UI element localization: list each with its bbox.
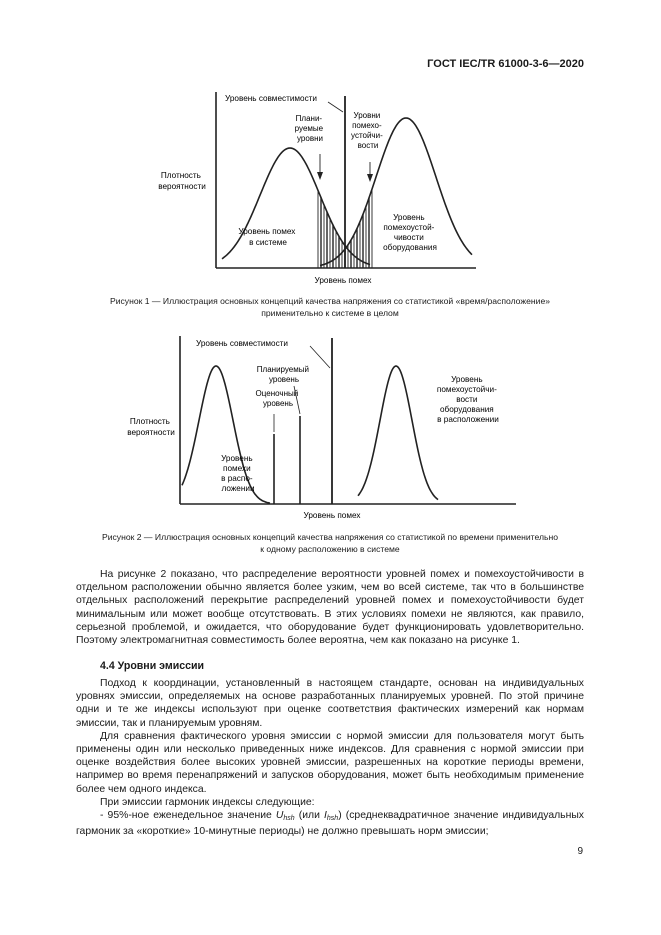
fig2-planned-label: Планируемый уровень	[256, 365, 309, 384]
fig2-compat-label: Уровень совместимости	[196, 339, 289, 348]
fig1-immunity-levels-label: Уровни помехо- устойчи- вости	[351, 111, 383, 150]
fig2-right-dist-label: Уровень помехоустойчи- вости оборудования в расположении	[436, 375, 499, 424]
page-number: 9	[577, 846, 583, 857]
paragraph-coordination: Подход к координации, установленный в настоящем стандарте, основан на индивидуальных уровнях эмиссии, определяемых на основе разработанных планируемых уровней. По этой причине одни и те же индексы используют при оценке соответствия фактических измерений как нормам эмиссии, так и планируемым уровням.	[76, 678, 584, 729]
document-header: ГОСТ IEC/TR 61000-3-6—2020	[427, 58, 584, 70]
fig1-ylabel: Плотность вероятности	[158, 171, 206, 191]
figure-2	[120, 334, 520, 524]
section-title: 4.4 Уровни эмиссии	[100, 660, 205, 672]
fig2-left-dist-label: Уровень помехи в распо- ложении	[221, 454, 255, 493]
fig2-assessed-label: Оценочный уровень	[255, 389, 299, 408]
paragraph-comparison: Для сравнения фактического уровня эмиссии с нормой эмиссии для пользователя могут быть применены один или несколько приведенных ниже индексов. Для сравнения с нормой эмиссии при оценке воздействия более высоких уровней эмиссии, разрешенных на короткие периоды времени, например во время перенапряжений и запусков оборудования, может быть необходимым применение более чем одного индекса.	[76, 730, 584, 795]
figure-1-caption: Рисунок 1 — Иллюстрация основных концепций качества напряжения со статистикой «время/расположение» применительно к системе в целом	[109, 296, 551, 318]
fig2-xlabel: Уровень помех	[303, 511, 361, 520]
fig1-planned-label: Плани- руемые уровни	[294, 114, 324, 143]
fig1-compat-pointer	[328, 102, 343, 112]
fig1-right-dist-label: Уровень помехоустой- чивости оборудования	[383, 213, 437, 252]
fig1-xlabel: Уровень помех	[314, 276, 372, 285]
paragraph-figure-2-discussion: На рисунке 2 показано, что распределение вероятности уровней помех и помехоустойчивости в отдельном расположении обычно является более узким, чем во всей системе, так что в большинстве отдельных расположений перекрытие распределений уровней помех и помехоустойчивости будет минимальным или может вообще отсутствовать. В этих условиях помехи не являются, как правило, серьезной проблемой, и ожидается, что оборудование будет функционировать удовлетворительно. Поэтому электромагнитная совместимость более вероятна, чем как показано на рисунке 1.	[76, 569, 584, 647]
bullet-weekly-value: - 95%-ное еженедельное значение $U_{hsh}$ (или $I_{hsh}$) (среднеквадратичное значение индивидуальных гармоник за «короткие» 10-минутные периоды) не должно превышать норм эмиссии;	[76, 810, 584, 838]
fig2-right-distribution-curve	[358, 366, 438, 500]
fig2-compat-pointer	[310, 346, 330, 368]
figure-1	[150, 88, 480, 293]
fig2-ylabel: Плотность вероятности	[127, 417, 175, 437]
fig1-left-dist-label: Уровень помех в системе	[238, 227, 296, 247]
figure-2-caption: Рисунок 2 — Иллюстрация основных концепций качества напряжения со статистикой по времени применительно к одному расположению в системе	[101, 532, 559, 554]
emission-section-text	[76, 677, 584, 838]
paragraph-harmonics-intro: При эмиссии гармоник индексы следующие:	[100, 796, 315, 808]
fig1-compat-label: Уровень совместимости	[225, 94, 318, 103]
